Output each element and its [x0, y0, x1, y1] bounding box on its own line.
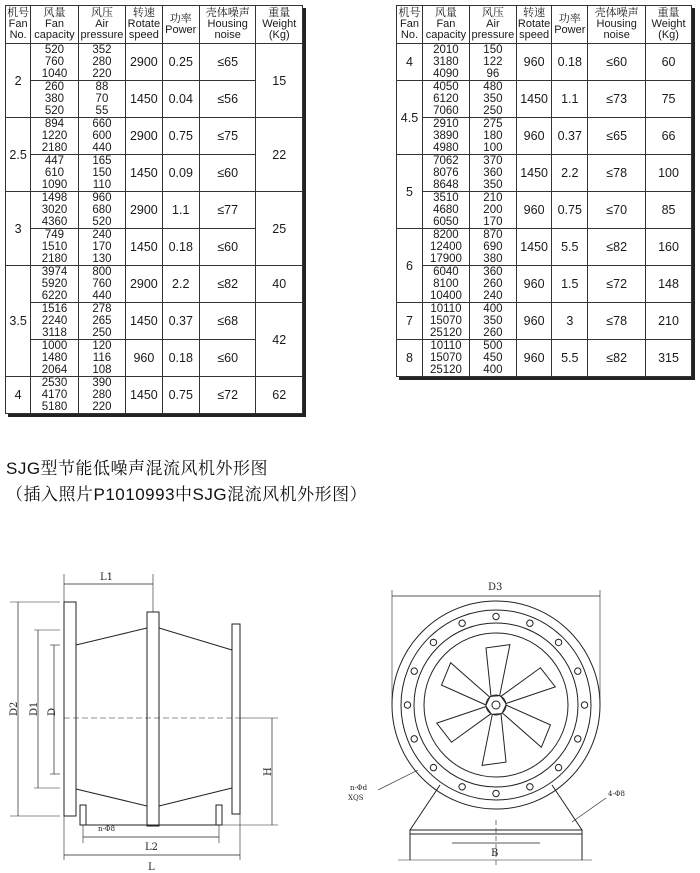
noise-cell: ≤60 — [199, 155, 256, 192]
dim-D3: D3 — [488, 582, 503, 593]
capacity-cell: 260 380 520 — [31, 81, 78, 118]
capacity-cell: 2910 3890 4980 — [422, 118, 469, 155]
capacity-cell: 10110 15070 25120 — [422, 340, 469, 377]
power-cell: 1.1 — [552, 81, 588, 118]
header-fan-no: 机号 Fan No. — [397, 6, 423, 44]
bolt-hole — [493, 613, 499, 619]
speed-cell: 960 — [516, 266, 551, 303]
speed-cell: 1450 — [516, 155, 551, 192]
power-cell: 5.5 — [552, 229, 588, 266]
power-cell: 0.18 — [162, 340, 199, 377]
weight-cell: 15 — [256, 44, 303, 118]
capacity-cell: 447 610 1090 — [31, 155, 78, 192]
capacity-cell: 10110 15070 25120 — [422, 303, 469, 340]
capacity-cell: 4050 6120 7060 — [422, 81, 469, 118]
power-cell: 0.37 — [162, 303, 199, 340]
speed-cell: 1450 — [126, 229, 162, 266]
fan-no-cell: 2.5 — [6, 118, 31, 192]
pressure-cell: 88 70 55 — [78, 81, 125, 118]
capacity-cell: 1000 1480 2064 — [31, 340, 78, 377]
header-capacity: 风量 Fan capacity — [31, 6, 78, 44]
fan-no-cell: 4 — [397, 44, 423, 81]
caption-subtitle: （插入照片P1010993中SJG混流风机外形图） — [6, 485, 368, 504]
fan-no-cell: 5 — [397, 155, 423, 229]
dim-L: L — [148, 862, 155, 873]
table-row — [397, 118, 692, 155]
hole-label-b: 4-Φ8 — [608, 790, 626, 798]
noise-cell: ≤65 — [199, 44, 256, 81]
side-view — [10, 574, 278, 860]
pressure-cell: 660 600 440 — [78, 118, 125, 155]
capacity-cell: 1516 2240 3118 — [31, 303, 78, 340]
speed-cell: 1450 — [126, 377, 162, 414]
bolt-hole — [575, 736, 581, 742]
left-spec-table — [5, 5, 303, 414]
power-cell: 2.2 — [162, 266, 199, 303]
capacity-cell: 1498 3020 4360 — [31, 192, 78, 229]
capacity-cell: 894 1220 2180 — [31, 118, 78, 155]
weight-cell: 42 — [256, 303, 303, 377]
noise-cell: ≤60 — [588, 44, 646, 81]
pressure-cell: 120 116 108 — [78, 340, 125, 377]
table-row — [397, 303, 692, 340]
dim-D2: D2 — [9, 701, 20, 716]
pressure-cell: 870 690 380 — [469, 229, 516, 266]
noise-cell: ≤72 — [588, 266, 646, 303]
noise-cell: ≤78 — [588, 303, 646, 340]
header-capacity: 风量 Fan capacity — [422, 6, 469, 44]
impeller-blade — [501, 668, 555, 704]
header-pressure: 风压 Air pressure — [469, 6, 516, 44]
table-row — [397, 44, 692, 81]
fan-no-cell: 3 — [6, 192, 31, 266]
caption-title: SJG型节能低噪声混流风机外形图 — [6, 459, 269, 478]
power-cell: 3 — [552, 303, 588, 340]
weight-cell: 85 — [646, 192, 692, 229]
power-cell: 1.1 — [162, 192, 199, 229]
noise-cell: ≤65 — [588, 118, 646, 155]
power-cell: 1.5 — [552, 266, 588, 303]
pressure-cell: 150 122 96 — [469, 44, 516, 81]
hole-label-a: n-Φd — [350, 784, 368, 792]
weight-cell: 40 — [256, 266, 303, 303]
power-cell: 0.25 — [162, 44, 199, 81]
pressure-cell: 370 360 350 — [469, 155, 516, 192]
pressure-cell: 400 350 260 — [469, 303, 516, 340]
header-speed: 转速 Rotate speed — [516, 6, 551, 44]
noise-cell: ≤72 — [199, 377, 256, 414]
weight-cell: 60 — [646, 44, 692, 81]
weight-cell: 66 — [646, 118, 692, 155]
bolt-hole — [404, 702, 410, 708]
noise-cell: ≤60 — [199, 340, 256, 377]
power-cell: 0.18 — [162, 229, 199, 266]
impeller-blade — [486, 645, 510, 697]
pressure-cell: 352 280 220 — [78, 44, 125, 81]
capacity-cell: 3510 4680 6050 — [422, 192, 469, 229]
front-view — [378, 590, 606, 865]
pressure-cell: 275 180 100 — [469, 118, 516, 155]
dim-D: D — [47, 707, 58, 716]
speed-cell: 960 — [516, 118, 551, 155]
header-weight: 重量 Weight (Kg) — [646, 6, 692, 44]
noise-cell: ≤56 — [199, 81, 256, 118]
power-cell: 0.75 — [552, 192, 588, 229]
bolt-hole — [527, 784, 533, 790]
noise-cell: ≤82 — [199, 266, 256, 303]
speed-cell: 1450 — [516, 229, 551, 266]
pressure-cell: 240 170 130 — [78, 229, 125, 266]
table-row — [397, 340, 692, 377]
pressure-cell: 500 450 400 — [469, 340, 516, 377]
bolt-hole — [575, 668, 581, 674]
table-row — [6, 303, 303, 340]
noise-cell: ≤70 — [588, 192, 646, 229]
speed-cell: 2900 — [126, 266, 162, 303]
weight-cell: 148 — [646, 266, 692, 303]
pressure-cell: 960 680 520 — [78, 192, 125, 229]
header-power: 功率 Power — [162, 6, 199, 44]
speed-cell: 960 — [516, 192, 551, 229]
bolt-hole — [555, 639, 561, 645]
fan-no-cell: 4 — [6, 377, 31, 414]
bolt-hole — [459, 620, 465, 626]
impeller-blade — [437, 706, 491, 742]
weight-cell: 22 — [256, 118, 303, 192]
right-spec-table — [396, 5, 692, 377]
weight-cell: 210 — [646, 303, 692, 340]
header-fan-no: 机号 Fan No. — [6, 6, 31, 44]
table-row — [397, 266, 692, 303]
noise-cell: ≤73 — [588, 81, 646, 118]
noise-cell: ≤75 — [199, 118, 256, 155]
capacity-cell: 7062 8076 8648 — [422, 155, 469, 192]
speed-cell: 960 — [516, 44, 551, 81]
fan-no-cell: 4.5 — [397, 81, 423, 155]
impeller-blade — [502, 705, 550, 747]
table-row — [6, 44, 303, 81]
bolt-hole — [430, 639, 436, 645]
pressure-cell: 360 260 240 — [469, 266, 516, 303]
fan-no-cell: 2 — [6, 44, 31, 118]
weight-cell: 25 — [256, 192, 303, 266]
header-pressure: 风压 Air pressure — [78, 6, 125, 44]
noise-cell: ≤77 — [199, 192, 256, 229]
pressure-cell: 165 150 110 — [78, 155, 125, 192]
pressure-cell: 800 760 440 — [78, 266, 125, 303]
noise-cell: ≤68 — [199, 303, 256, 340]
weight-cell: 100 — [646, 155, 692, 192]
power-cell: 0.18 — [552, 44, 588, 81]
noise-cell: ≤60 — [199, 229, 256, 266]
capacity-cell: 520 760 1040 — [31, 44, 78, 81]
fan-no-cell: 3.5 — [6, 266, 31, 377]
speed-cell: 1450 — [516, 81, 551, 118]
pressure-cell: 278 265 250 — [78, 303, 125, 340]
table-row — [6, 377, 303, 414]
fan-no-cell: 7 — [397, 303, 423, 340]
bolt-hole — [555, 764, 561, 770]
bolt-hole — [581, 702, 587, 708]
capacity-cell: 6040 8100 10400 — [422, 266, 469, 303]
bolt-hole — [493, 790, 499, 796]
bolt-hole — [527, 620, 533, 626]
dim-L2: L2 — [145, 842, 159, 853]
speed-cell: 1450 — [126, 155, 162, 192]
noise-cell: ≤78 — [588, 155, 646, 192]
capacity-cell: 3974 5920 6220 — [31, 266, 78, 303]
speed-cell: 960 — [126, 340, 162, 377]
power-cell: 2.2 — [552, 155, 588, 192]
capacity-cell: 749 1510 2180 — [31, 229, 78, 266]
header-noise: 壳体噪声 Housing noise — [199, 6, 256, 44]
dim-B: B — [491, 848, 499, 859]
impeller-blade — [442, 663, 490, 705]
fan-no-cell: 8 — [397, 340, 423, 377]
fan-outline-drawing — [0, 560, 700, 873]
speed-cell: 960 — [516, 340, 551, 377]
fan-no-cell: 6 — [397, 229, 423, 303]
bolt-hole — [411, 736, 417, 742]
speed-cell: 2900 — [126, 118, 162, 155]
speed-cell: 2900 — [126, 44, 162, 81]
speed-cell: 2900 — [126, 192, 162, 229]
header-speed: 转速 Rotate speed — [126, 6, 162, 44]
power-cell: 0.09 — [162, 155, 199, 192]
capacity-cell: 8200 12400 17900 — [422, 229, 469, 266]
capacity-cell: 2530 4170 5180 — [31, 377, 78, 414]
dim-L1: L1 — [100, 572, 114, 583]
header-weight: 重量 Weight (Kg) — [256, 6, 303, 44]
dim-H: H — [263, 767, 274, 776]
power-cell: 0.04 — [162, 81, 199, 118]
table-row — [6, 192, 303, 229]
header-power: 功率 Power — [552, 6, 588, 44]
table-row — [397, 229, 692, 266]
table-row — [397, 81, 692, 118]
table-row — [397, 192, 692, 229]
pressure-cell: 480 350 250 — [469, 81, 516, 118]
speed-cell: 960 — [516, 303, 551, 340]
dim-D1: D1 — [29, 701, 40, 716]
power-cell: 0.37 — [552, 118, 588, 155]
weight-cell: 75 — [646, 81, 692, 118]
power-cell: 0.75 — [162, 377, 199, 414]
power-cell: 5.5 — [552, 340, 588, 377]
speed-cell: 1450 — [126, 81, 162, 118]
weight-cell: 315 — [646, 340, 692, 377]
power-cell: 0.75 — [162, 118, 199, 155]
table-row — [397, 155, 692, 192]
bolt-hole — [430, 764, 436, 770]
table-row — [6, 266, 303, 303]
hole-label-left: n-Φ8 — [98, 825, 116, 833]
capacity-cell: 2010 3180 4090 — [422, 44, 469, 81]
bolt-hole — [411, 668, 417, 674]
weight-cell: 62 — [256, 377, 303, 414]
speed-cell: 1450 — [126, 303, 162, 340]
weight-cell: 160 — [646, 229, 692, 266]
pressure-cell: 210 200 170 — [469, 192, 516, 229]
bolt-hole — [459, 784, 465, 790]
noise-cell: ≤82 — [588, 340, 646, 377]
header-noise: 壳体噪声 Housing noise — [588, 6, 646, 44]
pressure-cell: 390 280 220 — [78, 377, 125, 414]
table-row — [6, 118, 303, 155]
impeller-blade — [482, 714, 506, 766]
noise-cell: ≤82 — [588, 229, 646, 266]
hole-label-a2: XQS — [348, 794, 364, 802]
